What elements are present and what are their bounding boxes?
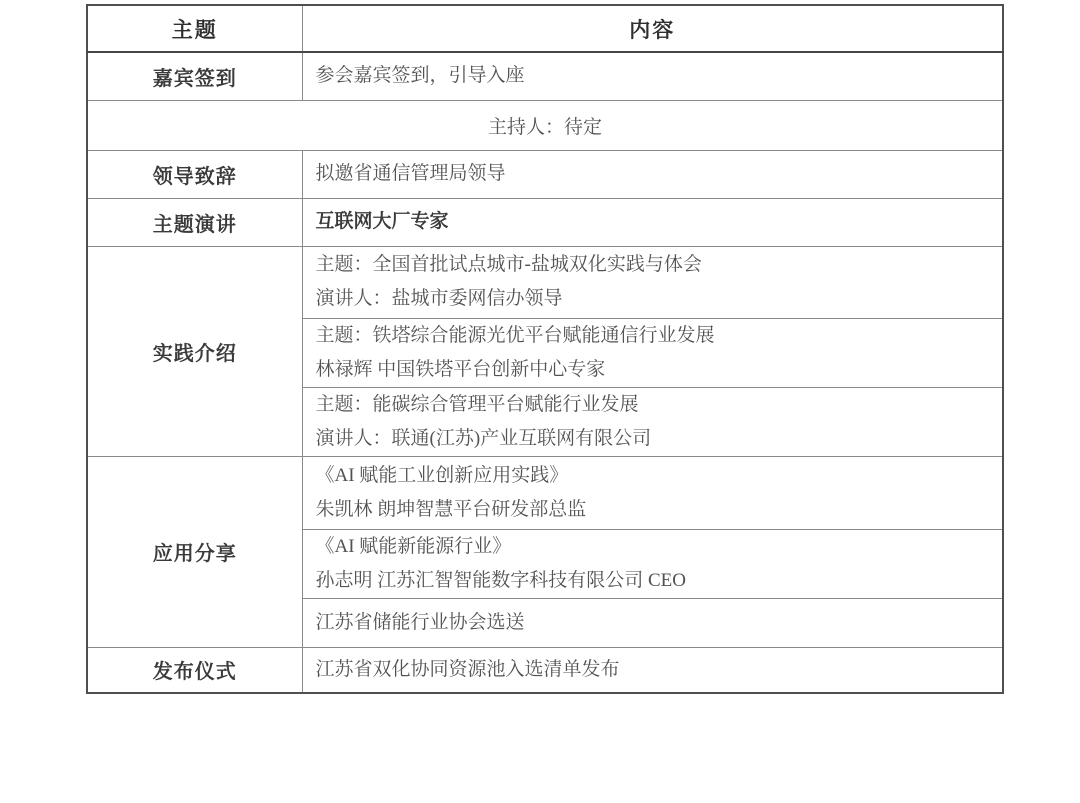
topic-cell-application: 应用分享 xyxy=(87,456,302,647)
content-line: 《AI 赋能工业创新应用实践》 xyxy=(315,464,569,486)
content-line: 主题：能碳综合管理平台赋能行业发展 xyxy=(315,393,639,415)
table-row-keynote xyxy=(87,198,1003,246)
table-row-leader-speech xyxy=(87,150,1003,198)
table-row-application-1 xyxy=(87,456,1003,529)
header-topic-cell: 主题 xyxy=(87,5,302,52)
table-row-guest-signin xyxy=(87,52,1003,100)
content-cell xyxy=(302,387,1003,456)
table-row-release-ceremony xyxy=(87,647,1003,693)
content-line: 主题：全国首批试点城市-盐城双化实践与体会 xyxy=(315,254,702,275)
table-header-row xyxy=(87,5,1003,52)
content-line: 江苏省储能行业协会选送 xyxy=(315,611,525,633)
content-line: 《AI 赋能新能源行业》 xyxy=(315,535,512,557)
agenda-table xyxy=(86,4,1004,694)
topic-cell: 嘉宾签到 xyxy=(87,52,302,100)
topic-cell: 主题演讲 xyxy=(87,198,302,246)
content-line: 孙志明 江苏汇智智能数字科技有限公司 CEO xyxy=(315,569,687,591)
header-content-cell: 内容 xyxy=(302,5,1003,52)
content-cell xyxy=(302,246,1003,318)
topic-cell-practice: 实践介绍 xyxy=(87,246,302,456)
content-line: 林禄辉 中国铁塔平台创新中心专家 xyxy=(315,358,606,380)
content-line: 演讲人：联通(江苏)产业互联网有限公司 xyxy=(315,427,652,449)
topic-cell: 发布仪式 xyxy=(87,647,302,693)
content-line: 参会嘉宾签到，引导入座 xyxy=(315,65,525,87)
content-cell xyxy=(302,150,1003,198)
content-cell xyxy=(302,456,1003,529)
content-line: 江苏省双化协同资源池入选清单发布 xyxy=(315,658,620,680)
content-cell xyxy=(302,52,1003,100)
table-row-host xyxy=(87,100,1003,150)
content-line: 朱凯林 朗坤智慧平台研发部总监 xyxy=(315,498,587,520)
table-row-practice-1 xyxy=(87,246,1003,318)
content-line: 互联网大厂专家 xyxy=(315,211,449,232)
host-cell: 主持人：待定 xyxy=(87,100,1003,150)
content-cell xyxy=(302,318,1003,387)
content-line: 主题：铁塔综合能源光优平台赋能通信行业发展 xyxy=(315,324,715,346)
agenda-table-container xyxy=(86,4,1004,694)
content-line: 拟邀省通信管理局领导 xyxy=(315,163,506,184)
content-cell xyxy=(302,598,1003,647)
content-line: 演讲人：盐城市委网信办领导 xyxy=(315,288,563,309)
topic-cell: 领导致辞 xyxy=(87,150,302,198)
content-cell xyxy=(302,198,1003,246)
content-cell xyxy=(302,647,1003,693)
content-cell xyxy=(302,529,1003,598)
